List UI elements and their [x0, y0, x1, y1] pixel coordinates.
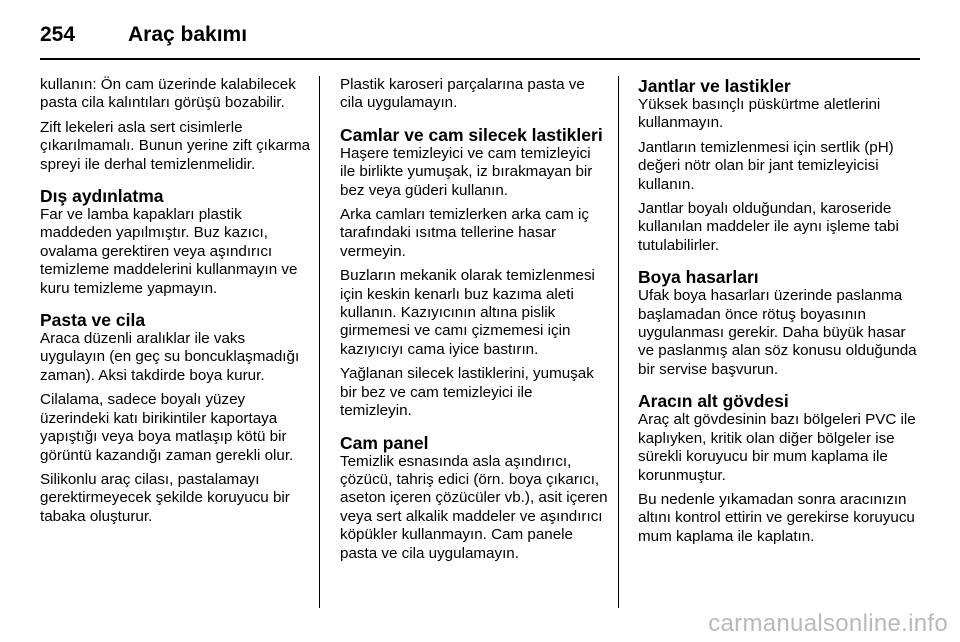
column-2	[340, 76, 608, 569]
page-header	[40, 18, 247, 52]
section-heading: Camlar ve cam silecek lastikleri	[340, 124, 603, 145]
paragraph: Cilalama, sadece boyalı yüzey üzerindeki katı birikintiler kaportaya yapıştığı veya boya matlaşıp kötü bir görüntü kazandığı zaman gerekli olur.	[40, 391, 294, 464]
section-heading: Dış aydınlatma	[40, 186, 164, 207]
section-heading: Aracın alt gövdesi	[638, 391, 789, 412]
paragraph: Yağlanan silecek lastiklerini, yumuşak bir bez ve cam temizleyici ile temizleyin.	[340, 365, 594, 420]
paragraph: Far ve lamba kapakları plastik maddeden yapılmıştır. Buz kazıcı, ovalama gerektiren veya aşındırıcı temizleme maddelerini kullanmayın ve kuru temizleme yapmayın.	[40, 206, 298, 297]
section-heading: Jantlar ve lastikler	[638, 76, 791, 96]
header-rule	[40, 58, 920, 60]
watermark: carmanualsonline.info	[708, 610, 948, 637]
paragraph: Jantlar boyalı olduğundan, karoseride kullanılan maddeler ile aynı işleme tabi tutulabilirler.	[638, 200, 899, 254]
section-heading: Cam panel	[340, 432, 429, 453]
paragraph: Araca düzenli aralıklar ile vaks uygulayın (en geç su boncuklaşmadığı zaman). Aksi takdirde boya kurur.	[40, 330, 300, 384]
paragraph: Ufak boya hasarları üzerinde paslanma başlamadan önce rötuş boyasının uygulanması gerekir. Daha büyük hasar ve paslanmış alan söz konusu olduğunda bir servise başvurun.	[638, 287, 917, 378]
paragraph: Silikonlu araç cilası, pastalamayı gerektirmeyecek şekilde koruyucu bir tabaka oluşturur.	[40, 470, 290, 525]
paragraph: Bu nedenle yıkamadan sonra aracınızın altını kontrol ettirin ve gerekirse koruyucu mum kaplama ile kaplatın.	[638, 490, 915, 545]
column-1	[40, 76, 312, 532]
column-3	[638, 76, 924, 552]
paragraph: Arka camları temizlerken arka cam iç tarafındaki ısıtma tellerine hasar vermeyin.	[340, 206, 589, 260]
paragraph: Yüksek basınçlı püskürtme aletlerini kullanmayın.	[638, 96, 881, 132]
paragraph: kullanın: Ön cam üzerinde kalabilecek pasta cila kalıntıları görüşü bozabilir.	[40, 76, 296, 112]
paragraph: Plastik karoseri parçalarına pasta ve cila uygulamayın.	[340, 76, 585, 112]
paragraph: Buzların mekanik olarak temizlenmesi için keskin kenarlı buz kazıma aleti kullanın. Kazıyıcının altına pislik girmemesi ve camı çizmemesi için kazıyıcıyı cama iyice bastırın.	[340, 267, 595, 358]
column-divider	[319, 76, 320, 608]
paragraph: Araç alt gövdesinin bazı bölgeleri PVC ile kaplıyken, kritik olan diğer bölgeler ise sürekli koruyucu bir mum kaplama ile korunmuştur.	[638, 411, 916, 484]
paragraph: Temizlik esnasında asla aşındırıcı, çözücü, tahriş edici (örn. boya çıkarıcı, aseton içeren çözücüler vb.), asit içeren veya sert alkalik maddeler ve aşındırıcı köpükler kullanmayın. Cam panele pasta ve cila uygulamayın.	[340, 452, 608, 562]
paragraph: Zift lekeleri asla sert cisimlerle çıkarılmamalı. Bunun yerine zift çıkarma spreyi ile derhal temizlenmelidir.	[40, 118, 311, 173]
section-heading: Pasta ve cila	[40, 310, 146, 331]
page-title: Araç bakımı	[128, 23, 248, 46]
paragraph: Jantların temizlenmesi için sertlik (pH) değeri nötr olan bir jant temizleyicisi kullanın.	[638, 138, 894, 193]
page-number: 254	[40, 23, 76, 46]
section-heading: Boya hasarları	[638, 267, 759, 288]
paragraph: Haşere temizleyici ve cam temizleyici ile birlikte yumuşak, iz bırakmayan bir bez veya güderi kullanın.	[340, 144, 593, 199]
column-divider	[618, 76, 619, 608]
